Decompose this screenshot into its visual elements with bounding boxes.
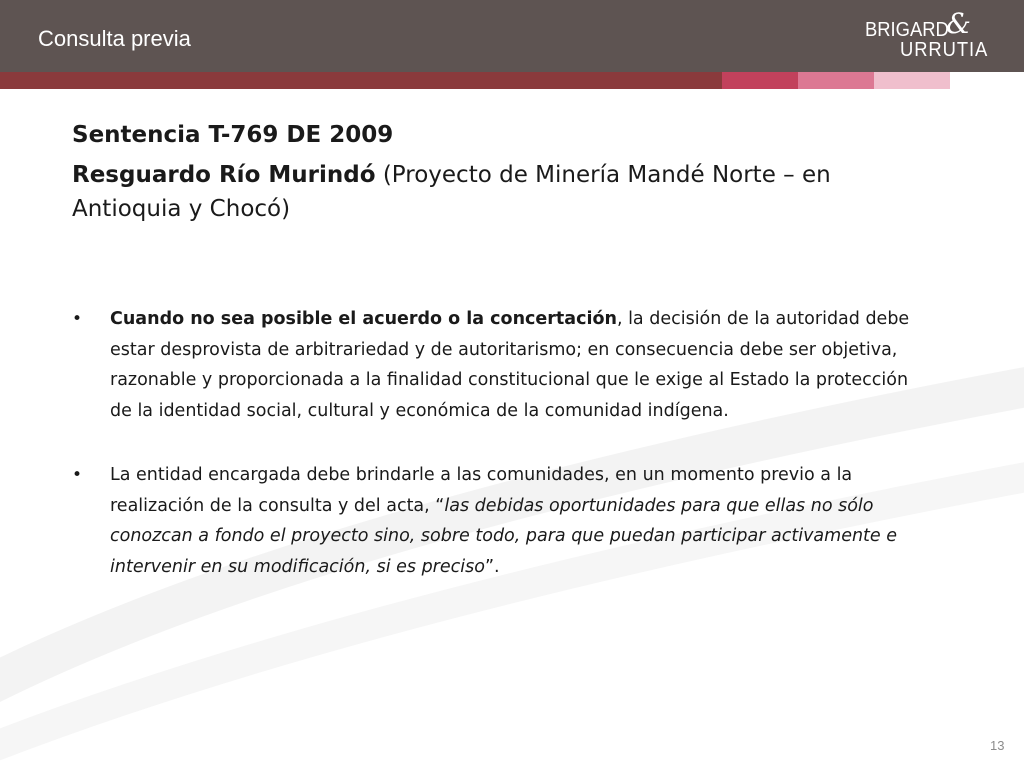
bullet-1-text: , la decisión de la autoridad debe estar desprovista de arbitrariedad y de autoritarismo; en consecuencia debe ser objetiva, razonable y proporcionada a la finalidad constitucional que le exige al Estado la protección de la identidad social, cultural y económica de la comunidad indígena. — [110, 309, 910, 421]
logo-ampersand: & — [946, 7, 971, 40]
brigard-urrutia-logo — [862, 7, 1012, 66]
bullet-1-bold: Cuando no sea posible el acuerdo o la concertación — [110, 309, 617, 329]
bullet-list — [72, 304, 932, 582]
accent-segment-red — [722, 72, 798, 89]
logo-text-brigard: BRIGARD — [865, 19, 949, 41]
bullet-2-quote: las debidas oportunidades para que ellas no sólo conozcan a fondo el proyecto sino, sobre todo, para que puedan participar activamente e intervenir en su modificación, si es preciso — [110, 495, 898, 577]
bullet-item — [72, 304, 932, 426]
bullet-2-text-after: ”. — [484, 556, 500, 577]
accent-segment-pale — [874, 72, 950, 89]
case-subheading-rest: (Proyecto de Minería Mandé Norte – en Antioquia y Chocó) — [72, 162, 831, 222]
bullet-icon: • — [72, 309, 83, 329]
bullet-2-text-before: La entidad encargada debe brindarle a las comunidades, en un momento previo a la realización de la consulta y del acta, “ — [110, 465, 853, 516]
bullet-icon: • — [72, 465, 83, 485]
slide-section-title: Consulta previa — [38, 26, 191, 51]
case-subheading-bold: Resguardo Río Murindó — [72, 162, 376, 188]
case-subheading — [72, 158, 942, 226]
logo-text-urrutia: URRUTIA — [900, 39, 989, 61]
bullet-item — [72, 460, 932, 582]
case-heading: Sentencia T-769 DE 2009 — [72, 122, 394, 148]
header-bar — [0, 0, 1024, 72]
accent-strip — [0, 72, 1024, 89]
accent-segment-dark — [0, 72, 722, 89]
accent-segment-rose — [798, 72, 874, 89]
page-number: 13 — [990, 738, 1005, 753]
slide-content — [72, 118, 972, 226]
